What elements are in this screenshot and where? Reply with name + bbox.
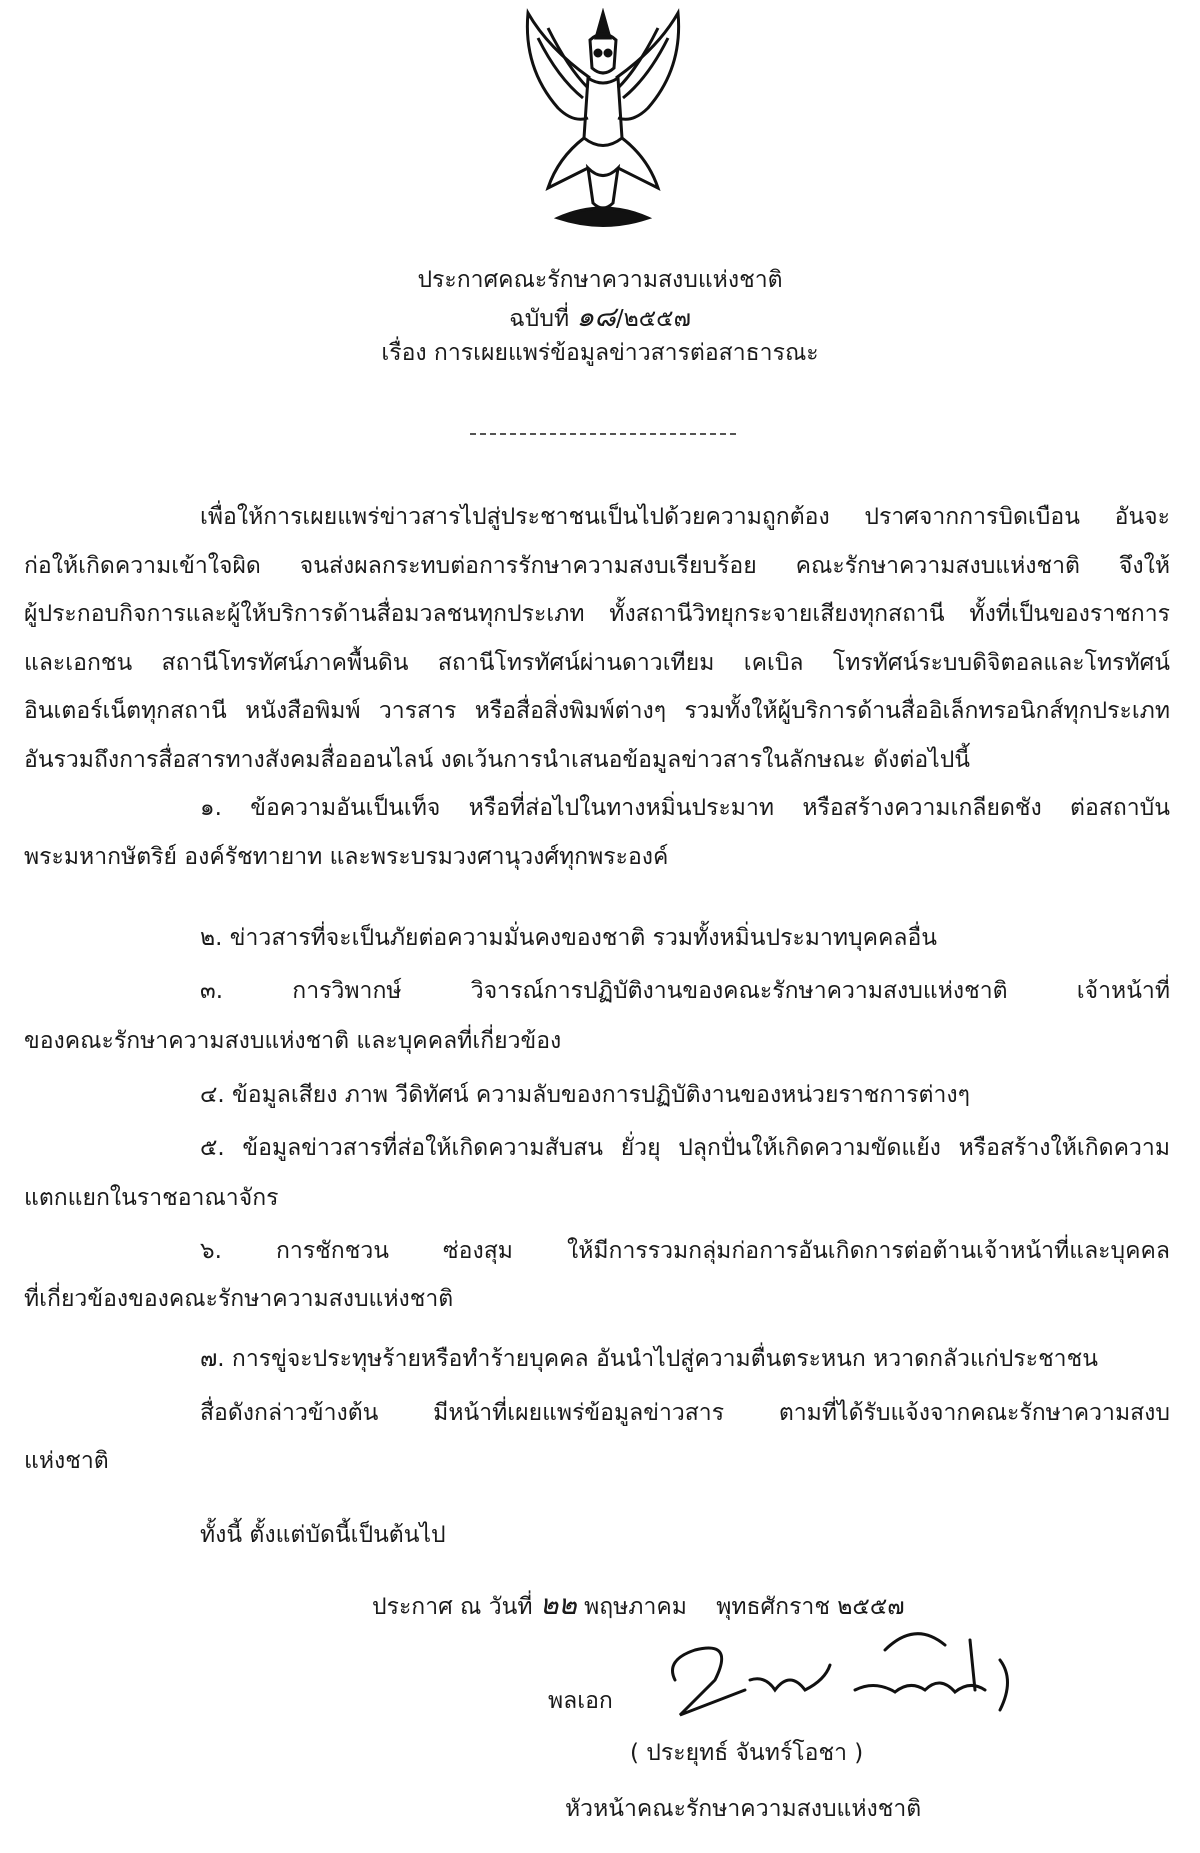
paragraph-line: เพื่อให้การเผยแพร่ข่าวสารไปสู่ประชาชนเป็นไปด้วยความถูกต้อง ปราศจากการบิดเบือน อันจะ (200, 504, 1170, 530)
paragraph-line: อินเตอร์เน็ตทุกสถานี หนังสือพิมพ์ วารสาร หรือสื่อสิ่งพิมพ์ต่างๆ รวมทั้งให้ผู้บริการด้านสื่ออิเล็กทรอนิกส์ทุกประเภท (24, 698, 1170, 724)
item-3-line: ๓. การวิพากษ์ วิจารณ์การปฏิบัติงานของคณะรักษาความสงบแห่งชาติ เจ้าหน้าที่ (200, 978, 1170, 1004)
number-prefix: ฉบับที่ (509, 306, 570, 332)
divider (470, 433, 736, 435)
signatory-position: หัวหน้าคณะรักษาความสงบแห่งชาติ (565, 1796, 922, 1822)
rank: พลเอก (548, 1688, 613, 1714)
paragraph-line: ผู้ประกอบกิจการและผู้ให้บริการด้านสื่อมวลชนทุกประเภท ทั้งสถานีวิทยุกระจายเสียงทุกสถานี ทั้งที่เป็นของราชการ (24, 601, 1170, 627)
date-year: พุทธศักราช ๒๕๕๗ (716, 1594, 905, 1620)
item-3-line: ของคณะรักษาความสงบแห่งชาติ และบุคคลที่เกี่ยวข้อง (24, 1028, 562, 1054)
paragraph-line: อันรวมถึงการสื่อสารทางสังคมสื่อออนไลน์ งดเว้นการนำเสนอข้อมูลข่าวสารในลักษณะ ดังต่อไปนี้ (24, 747, 971, 773)
signature (655, 1620, 1035, 1730)
date-day: ๒๒ (539, 1588, 577, 1621)
effective-date: ทั้งนี้ ตั้งแต่บัดนี้เป็นต้นไป (200, 1522, 446, 1548)
item-5-line: ๕. ข้อมูลข่าวสารที่ส่อให้เกิดความสับสน ยั่วยุ ปลุกปั่นให้เกิดความขัดแย้ง หรือสร้างให้เกิดความ (200, 1135, 1170, 1161)
item-4-line: ๔. ข้อมูลเสียง ภาพ วีดิทัศน์ ความลับของการปฏิบัติงานของหน่วยราชการต่างๆ (200, 1082, 970, 1108)
item-6-line: ๖. การชักชวน ซ่องสุม ให้มีการรวมกลุ่มก่อการอันเกิดการต่อต้านเจ้าหน้าที่และบุคคล (200, 1238, 1170, 1264)
signatory-name: ( ประยุทธ์ จันทร์โอชา ) (630, 1740, 864, 1766)
announcement-title: ประกาศคณะรักษาความสงบแห่งชาติ (417, 267, 783, 293)
item-2-line: ๒. ข่าวสารที่จะเป็นภัยต่อความมั่นคงของชาติ รวมทั้งหมิ่นประมาทบุคคลอื่น (200, 925, 938, 951)
garuda-emblem (518, 8, 688, 238)
item-7-line: ๗. การขู่จะประทุษร้ายหรือทำร้ายบุคคล อันนำไปสู่ความตื่นตระหนก หวาดกลัวแก่ประชาชน (200, 1346, 1098, 1372)
closing-line: แห่งชาติ (24, 1448, 109, 1474)
closing-line: สื่อดังกล่าวข้างต้น มีหน้าที่เผยแพร่ข้อมูลข่าวสาร ตามที่ได้รับแจ้งจากคณะรักษาความสงบ (200, 1400, 1170, 1426)
date-prefix: ประกาศ ณ วันที่ (372, 1594, 533, 1620)
announcement-number (0, 302, 1200, 334)
number-year: /๒๕๕๗ (615, 306, 691, 332)
date-month: พฤษภาคม (584, 1594, 687, 1620)
announcement-date (372, 1590, 905, 1622)
subject: เรื่อง การเผยแพร่ข้อมูลข่าวสารต่อสาธารณะ (381, 340, 819, 366)
item-5-line: แตกแยกในราชอาณาจักร (24, 1185, 279, 1211)
item-1-line: ๑. ข้อความอันเป็นเท็จ หรือที่ส่อไปในทางหมิ่นประมาท หรือสร้างความเกลียดชัง ต่อสถาบัน (200, 795, 1170, 821)
item-6-line: ที่เกี่ยวข้องของคณะรักษาความสงบแห่งชาติ (24, 1286, 454, 1312)
paragraph-line: และเอกชน สถานีโทรทัศน์ภาคพื้นดิน สถานีโทรทัศน์ผ่านดาวเทียม เคเบิล โทรทัศน์ระบบดิจิตอลและโทรทัศน์ (24, 650, 1170, 676)
item-1-line: พระมหากษัตริย์ องค์รัชทายาท และพระบรมวงศานุวงศ์ทุกพระองค์ (24, 844, 669, 870)
number-handwritten: ๑๘ (576, 300, 616, 333)
paragraph-line: ก่อให้เกิดความเข้าใจผิด จนส่งผลกระทบต่อการรักษาความสงบเรียบร้อย คณะรักษาความสงบแห่งชาติ จึงให้ (24, 553, 1170, 579)
